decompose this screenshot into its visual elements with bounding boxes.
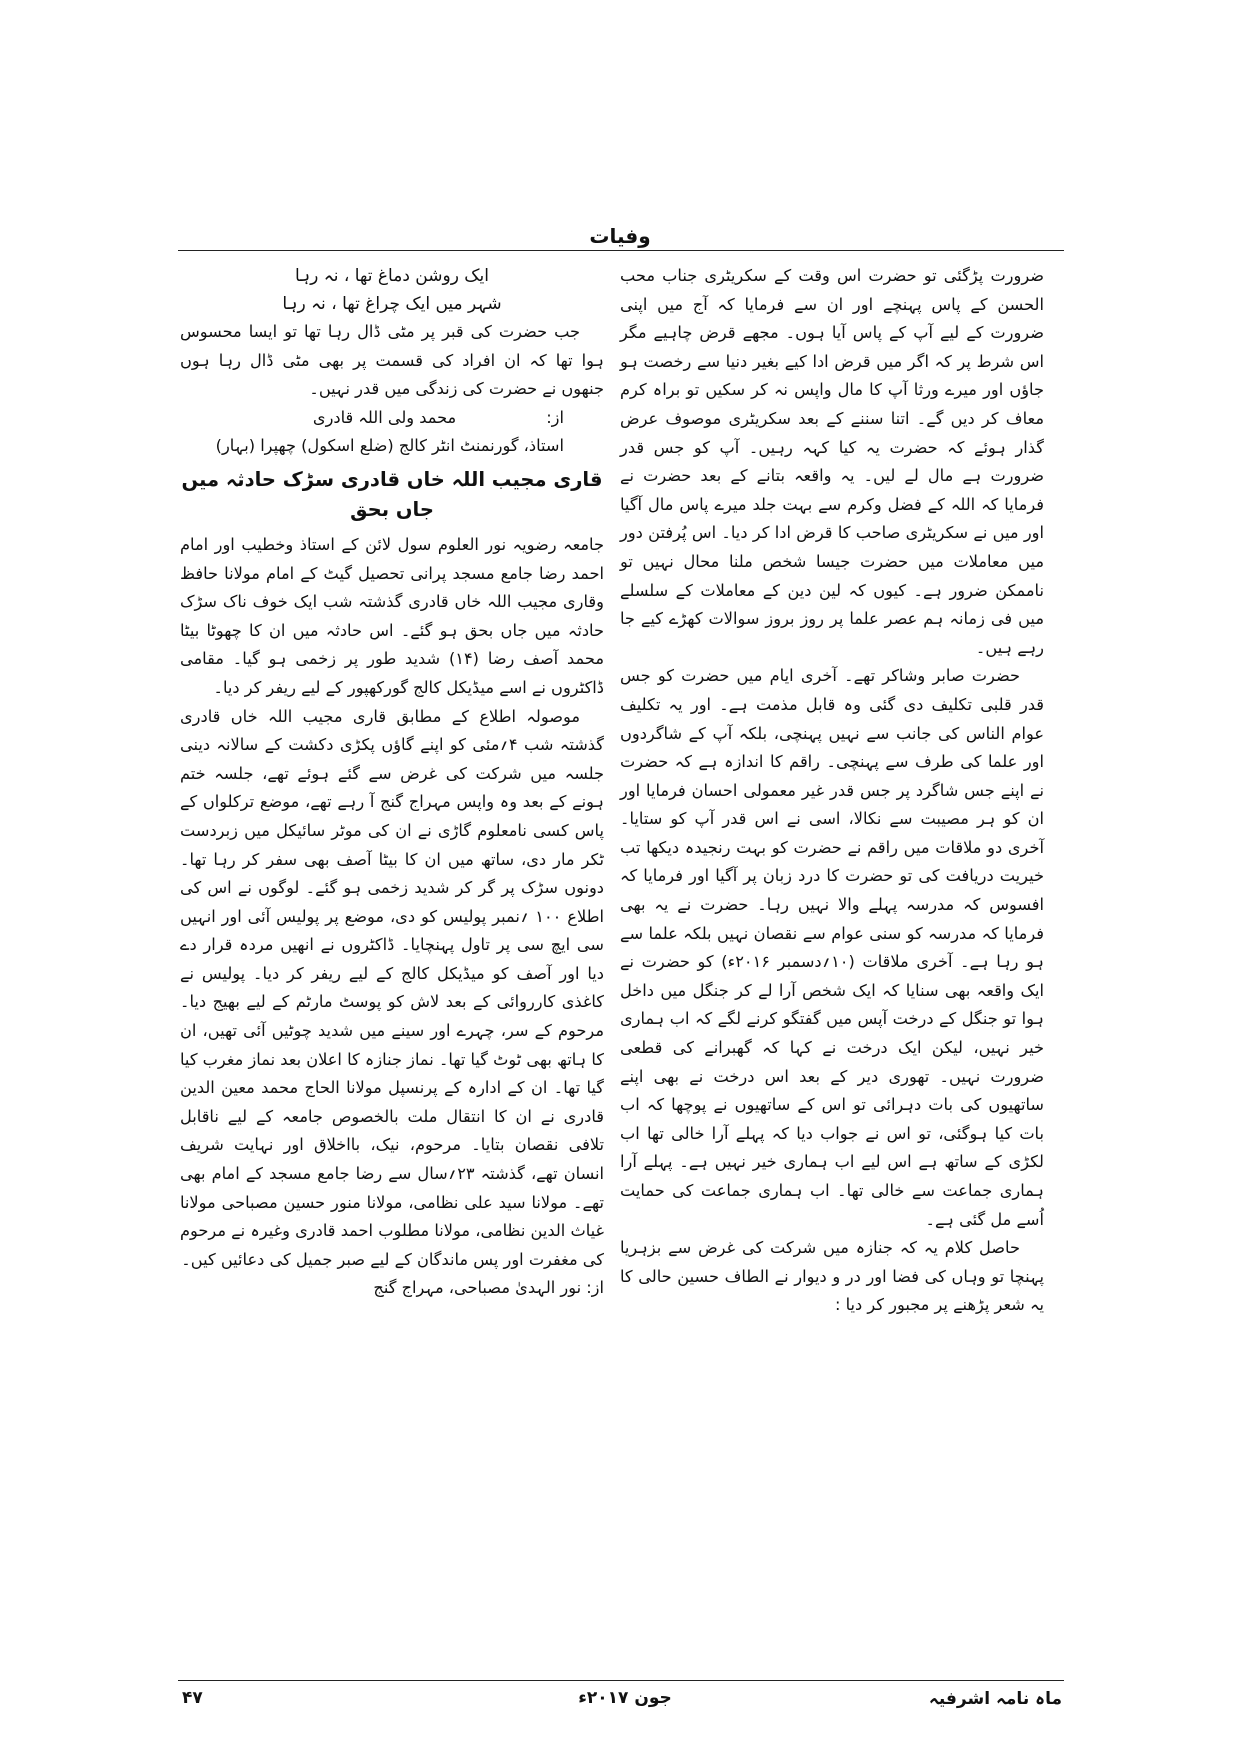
right-column (620, 262, 1044, 1320)
paragraph: ضرورت پڑگئی تو حضرت اس وقت کے سکریٹری جناب محب الحسن کے پاس پہنچے اور ان سے فرمایا کہ آج میں اپنی ضرورت کے لیے آپ کے پاس آیا ہوں۔ مجھے قرض چاہیے مگر اس شرط پر کہ اگر میں قرض ادا کیے بغیر دنیا سے رخصت ہو جاؤں اور میرے ورثا آپ کا مال واپس نہ کر سکیں تو براہ کرم معاف کر دیں گے۔ اتنا سننے کے بعد سکریٹری موصوف عرض گذار ہوئے کہ حضرت یہ کیا کہہ رہیں۔ آپ کو جس قدر ضرورت ہے مال لے لیں۔ یہ واقعہ بتانے کے بعد حضرت نے فرمایا کہ اللہ کے فضل وکرم سے بہت جلد میرے پاس مال آگیا اور میں نے سکریٹری صاحب کا قرض ادا کر دیا۔ اس پُرفتن دور میں معاملات میں حضرت جیسا شخص ملنا محال نہیں تو ناممکن ضرور ہے۔ کیوں کہ لین دین کے معاملات کے سلسلے میں فی زمانہ ہم عصر علما پر روز بروز سوالات کھڑے کیے جا رہے ہیں۔ (620, 266, 1044, 657)
header-rule (178, 250, 1064, 251)
verse-line: شہر میں ایک چراغ تھا ، نہ رہا (282, 294, 502, 314)
author-name: محمد ولی اللہ قادری (312, 407, 457, 427)
article-headline: قاری مجیب اللہ خاں قادری سڑک حادثہ میں جاں بحق (181, 467, 603, 521)
section-title: وفیات (589, 224, 651, 248)
page-number: ۴۷ (182, 1688, 203, 1708)
paragraph: جب حضرت کی قبر پر مٹی ڈال رہا تھا تو ایسا محسوس ہوا تھا کہ ان افراد کی قسمت پر بھی مٹی ڈال رہا ہوں جنھوں نے حضرت کی زندگی میں قدر نہیں۔ (180, 322, 604, 399)
verse-line: ایک روشن دماغ تھا ، نہ رہا (295, 266, 489, 286)
article-signoff: از: نور الہدیٰ مصباحی، مہراج گنج (373, 1278, 604, 1298)
paragraph: حضرت صابر وشاکر تھے۔ آخری ایام میں حضرت کو جس قدر قلبی تکلیف دی گئی وہ قابل مذمت ہے۔ اور یہ تکلیف عوام الناس کی جانب سے نہیں پہنچی، بلکہ آپ کے شاگردوں اور علما کی طرف سے پہنچی۔ راقم کا اندازہ ہے کہ حضرت نے اپنے جس شاگرد پر جس قدر غیر معمولی احسان فرمایا اور ان کو ہر مصیبت سے نکالا، اسی نے اس قدر آپ کو ستایا۔ آخری دو ملاقات میں راقم نے حضرت کو بہت رنجیدہ دیکھا تب خیریت دریافت کی تو حضرت کا درد زبان پر آگیا اور فرمایا کہ افسوس کہ مدرسہ پہلے والا نہیں رہا۔ حضرت نے یہ بھی فرمایا کہ مدرسہ کو سنی عوام سے نقصان نہیں بلکہ علما سے ہو رہا ہے۔ آخری ملاقات (۱۰؍دسمبر ۲۰۱۶ء) کو حضرت نے ایک واقعہ بھی سنایا کہ ایک شخص آرا لے کر جنگل میں داخل ہوا تو جنگل کے درخت آپس میں گفتگو کرنے لگے کہ اب ہماری خیر نہیں، لیکن ایک درخت نے کہا کہ گھبرانے کی قطعی ضرورت نہیں۔ تھوری دیر کے بعد اس درخت نے بھی اپنے ساتھیوں کی بات دہرائی تو اس کے ساتھیوں نے پوچھا کہ اب بات کیا ہوگئی، تو اس نے جواب دیا کہ پہلے آرا خالی تھا اب لکڑی کے ساتھ ہے اس لیے اب ہماری خیر نہیں ہے۔ پہلے آرا ہماری جماعت سے خالی تھا۔ اب ہماری جماعت کی حمایت اُسے مل گئی ہے۔ (620, 666, 1045, 1229)
left-column (180, 262, 604, 1303)
magazine-name: ماہ نامہ اشرفیہ (928, 1689, 1062, 1709)
footer-rule (178, 1680, 1064, 1681)
paragraph: موصولہ اطلاع کے مطابق قاری مجیب اللہ خاں قادری گذشتہ شب ۴؍مئی کو اپنے گاؤں پکڑی دکشت کے سالانہ دینی جلسہ میں شرکت کی غرض سے گئے ہوئے تھے، جلسہ ختم ہونے کے بعد وہ واپس مہراج گنج آ رہے تھے، موضع ترکلواں کے پاس کسی نامعلوم گاڑی نے ان کی موٹر سائیکل میں زبردست ٹکر مار دی، ساتھ میں ان کا بیٹا آصف بھی سفر کر رہا تھا۔ دونوں سڑک پر گر کر شدید زخمی ہو گئے۔ لوگوں نے اس کی اطلاع ۱۰۰ ؍نمبر پولیس کو دی، موضع پر پولیس آئی اور انہیں سی ایچ سی پر تاول پہنچایا۔ ڈاکٹروں نے انھیں مردہ قرار دے دیا اور آصف کو میڈیکل کالج کے لیے ریفر کر دیا۔ پولیس نے کاغذی کارروائی کے بعد لاش کو پوسٹ مارٹم کے لیے بھیج دیا۔ مرحوم کے سر، چہرے اور سینے میں شدید چوٹیں آئی تھیں، ان کا ہاتھ بھی ٹوٹ گیا تھا۔ نماز جنازہ کا اعلان بعد نماز مغرب کیا گیا تھا۔ ان کے ادارہ کے پرنسپل مولانا الحاج محمد معین الدین قادری نے ان کا انتقال ملت بالخصوص جامعہ کے لیے ناقابل تلافی نقصان بتایا۔ مرحوم، نیک، بااخلاق اور نہایت شریف انسان تھے، گذشتہ ۲۳؍سال سے رضا جامع مسجد کے امام بھی تھے۔ مولانا سید علی نظامی، مولانا منور حسین مصباحی مولانا غیاث الدین نظامی، مولانا مطلوب احمد قادری وغیرہ نے مرحوم کی مغفرت اور پس ماندگان کے لیے صبر جمیل کی دعائیں کیں۔ (180, 706, 605, 1269)
author-affiliation: استاذ، گورنمنٹ انٹر کالج (ضلع اسکول) چھپرا (بہار) (215, 436, 564, 456)
author-credit (180, 404, 604, 433)
credit-prefix: از: (546, 407, 564, 427)
paragraph: حاصل کلام یہ کہ جنازہ میں شرکت کی غرض سے بزہریا پہنچا تو وہاں کی فضا اور در و دیوار نے الطاف حسین حالی کا یہ شعر پڑھنے پر مجبور کر دیا : (620, 1238, 1044, 1315)
paragraph: جامعہ رضویہ نور العلوم سول لائن کے استاذ وخطیب اور امام احمد رضا جامع مسجد پرانی تحصیل گیٹ کے امام مولانا حافظ وقاری مجیب اللہ خاں قادری گذشتہ شب ایک خوف ناک سڑک حادثہ میں جاں بحق ہو گئے۔ اس حادثہ میں ان کا چھوٹا بیٹا محمد آصف رضا (۱۴) شدید طور پر زخمی ہو گیا۔ مقامی ڈاکٹروں نے اسے میڈیکل کالج گورکھپور کے لیے ریفر کر دیا۔ (180, 534, 604, 697)
issue-date: جون ۲۰۱۷ء (578, 1688, 672, 1708)
